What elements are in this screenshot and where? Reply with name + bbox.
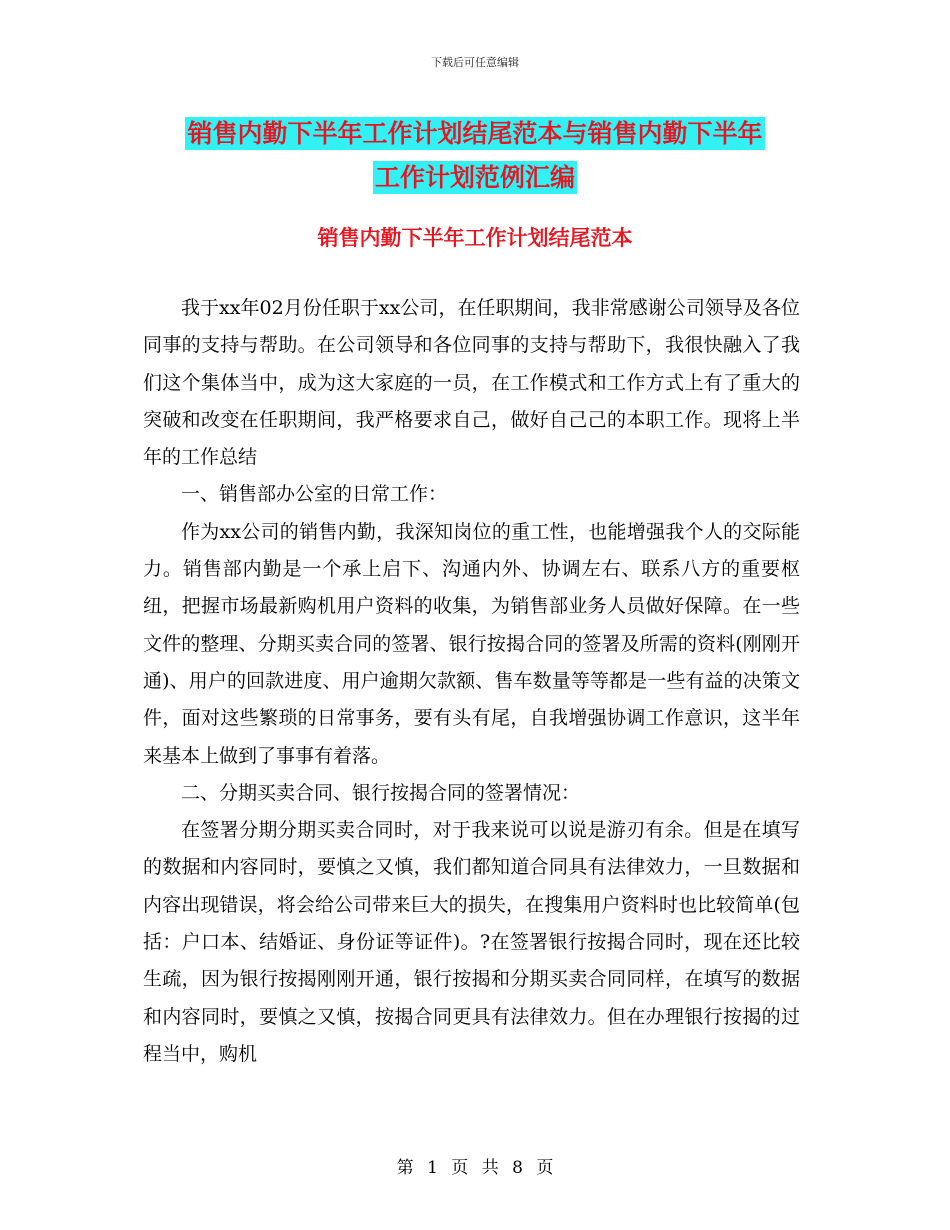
section-title: 销售内勤下半年工作计划结尾范本	[317, 226, 633, 250]
paragraph-heading: 二、分期买卖合同、银行按揭合同的签署情况：	[181, 781, 581, 804]
document-title-line-2: 工作计划范例汇编	[374, 163, 575, 192]
header-note: 下载后可任意编辑	[431, 56, 519, 69]
page-footer: 第 1 页 共 8 页	[396, 1158, 554, 1178]
document-title-line-1: 销售内勤下半年工作计划结尾范本与销售内勤下半年	[187, 119, 763, 148]
paragraph: 作为xx公司的销售内勤，我深知岗位的重工性，也能增强我个人的交际能力。销售部内勤是一个承上启下、沟通内外、协调左右、联系八方的重要枢纽，把握市场最新购机用户资料的收集，为销售部业务人员做好保障。在一些文件的整理、分期买卖合同的签署、银行按揭合同的签署及所需的资料(刚刚开通)、用户的回款进度、用户逾期欠款额、售车数量等等都是一些有益的决策文件，面对这些繁琐的日常事务，要有头有尾，自我增强协调工作意识，这半年来基本上做到了事事有着落。	[143, 520, 800, 767]
paragraph: 在签署分期分期买卖合同时，对于我来说可以说是游刃有余。但是在填写的数据和内容同时，要慎之又慎，我们都知道合同具有法律效力，一旦数据和内容出现错误，将会给公司带来巨大的损失，在搜集用户资料时也比较简单(包括：户口本、结婚证、身份证等证件)。?在签署银行按揭合同时，现在还比较生疏，因为银行按揭刚刚开通，银行按揭和分期买卖合同同样，在填写的数据和内容同时，要慎之又慎，按揭合同更具有法律效力。但在办理银行按揭的过程当中，购机	[143, 819, 800, 1065]
document-title	[0, 112, 950, 200]
paragraph-heading: 一、销售部办公室的日常工作：	[181, 483, 448, 506]
paragraph: 我于xx年02月份任职于xx公司，在任职期间，我非常感谢公司领导及各位同事的支持与帮助。在公司领导和各位同事的支持与帮助下，我很快融入了我们这个集体当中，成为这大家庭的一员，在工作模式和工作方式上有了重大的突破和改变在任职期间，我严格要求自己，做好自己己的本职工作。现将上半年的工作总结	[143, 297, 800, 469]
body-text	[143, 290, 800, 1073]
